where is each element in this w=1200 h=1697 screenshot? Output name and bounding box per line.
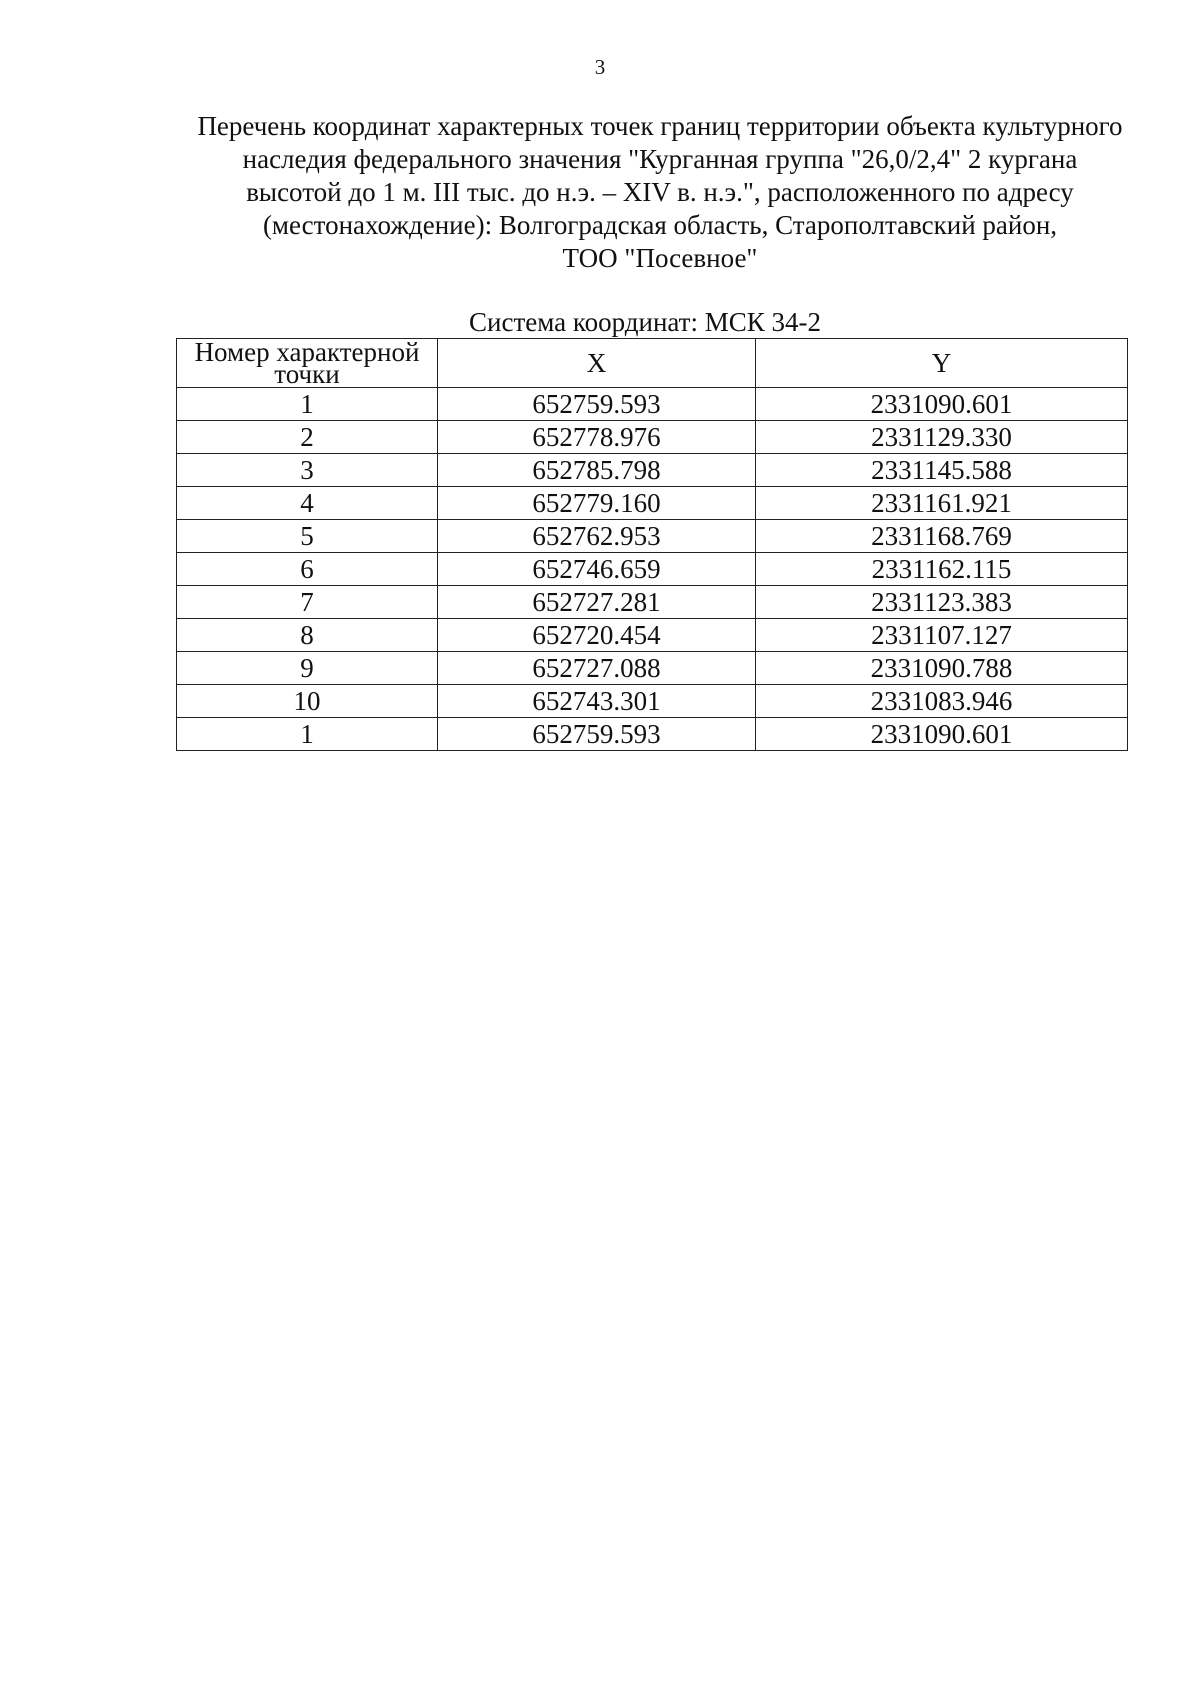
cell-y: 2331123.383 <box>756 586 1128 619</box>
cell-y: 2331107.127 <box>756 619 1128 652</box>
cell-point-number: 4 <box>177 487 438 520</box>
coordinate-system-caption: Система координат: МСК 34-2 <box>469 307 821 337</box>
coordinates-table <box>176 338 1128 751</box>
cell-x: 652778.976 <box>438 421 756 454</box>
table-row <box>177 454 1128 487</box>
cell-point-number: 6 <box>177 553 438 586</box>
cell-x: 652720.454 <box>438 619 756 652</box>
table-row <box>177 586 1128 619</box>
page-number: 3 <box>594 55 606 79</box>
table-row <box>177 685 1128 718</box>
cell-x: 652785.798 <box>438 454 756 487</box>
cell-y: 2331129.330 <box>756 421 1128 454</box>
table-row <box>177 421 1128 454</box>
table-row <box>177 718 1128 751</box>
title-line: высотой до 1 м. III тыс. до н.э. – XIV в. н.э.", расположенного по адресу <box>246 177 1074 207</box>
cell-x: 652762.953 <box>438 520 756 553</box>
document-title <box>160 110 1160 275</box>
table-row <box>177 619 1128 652</box>
cell-x: 652746.659 <box>438 553 756 586</box>
cell-point-number: 10 <box>177 685 438 718</box>
cell-point-number: 2 <box>177 421 438 454</box>
cell-y: 2331090.601 <box>756 388 1128 421</box>
table-row <box>177 388 1128 421</box>
cell-y: 2331090.788 <box>756 652 1128 685</box>
cell-point-number: 1 <box>177 718 438 751</box>
cell-y: 2331162.115 <box>756 553 1128 586</box>
cell-y: 2331145.588 <box>756 454 1128 487</box>
table-row <box>177 553 1128 586</box>
title-line: (местонахождение): Волгоградская область, Старополтавский район, <box>262 210 1058 240</box>
cell-point-number: 3 <box>177 454 438 487</box>
cell-x: 652759.593 <box>438 388 756 421</box>
title-line: Перечень координат характерных точек границ территории объекта культурного <box>197 111 1123 141</box>
table-row <box>177 487 1128 520</box>
cell-point-number: 1 <box>177 388 438 421</box>
cell-x: 652743.301 <box>438 685 756 718</box>
cell-point-number: 8 <box>177 619 438 652</box>
table-body <box>177 388 1128 751</box>
cell-point-number: 7 <box>177 586 438 619</box>
title-line: наследия федерального значения "Курганная группа "26,0/2,4" 2 кургана <box>242 144 1078 174</box>
title-line: ТОО "Посевное" <box>562 243 758 273</box>
cell-y: 2331090.601 <box>756 718 1128 751</box>
cell-y: 2331168.769 <box>756 520 1128 553</box>
cell-point-number: 5 <box>177 520 438 553</box>
cell-x: 652727.281 <box>438 586 756 619</box>
cell-point-number: 9 <box>177 652 438 685</box>
cell-x: 652727.088 <box>438 652 756 685</box>
table-row <box>177 520 1128 553</box>
header-y: Y <box>756 339 1128 388</box>
cell-x: 652779.160 <box>438 487 756 520</box>
header-point-number <box>177 339 438 388</box>
header-x: X <box>438 339 756 388</box>
cell-y: 2331161.921 <box>756 487 1128 520</box>
cell-x: 652759.593 <box>438 718 756 751</box>
header-point-number-label: Номер характерной точки <box>194 337 420 389</box>
table-header-row <box>177 339 1128 388</box>
cell-y: 2331083.946 <box>756 685 1128 718</box>
table-row <box>177 652 1128 685</box>
